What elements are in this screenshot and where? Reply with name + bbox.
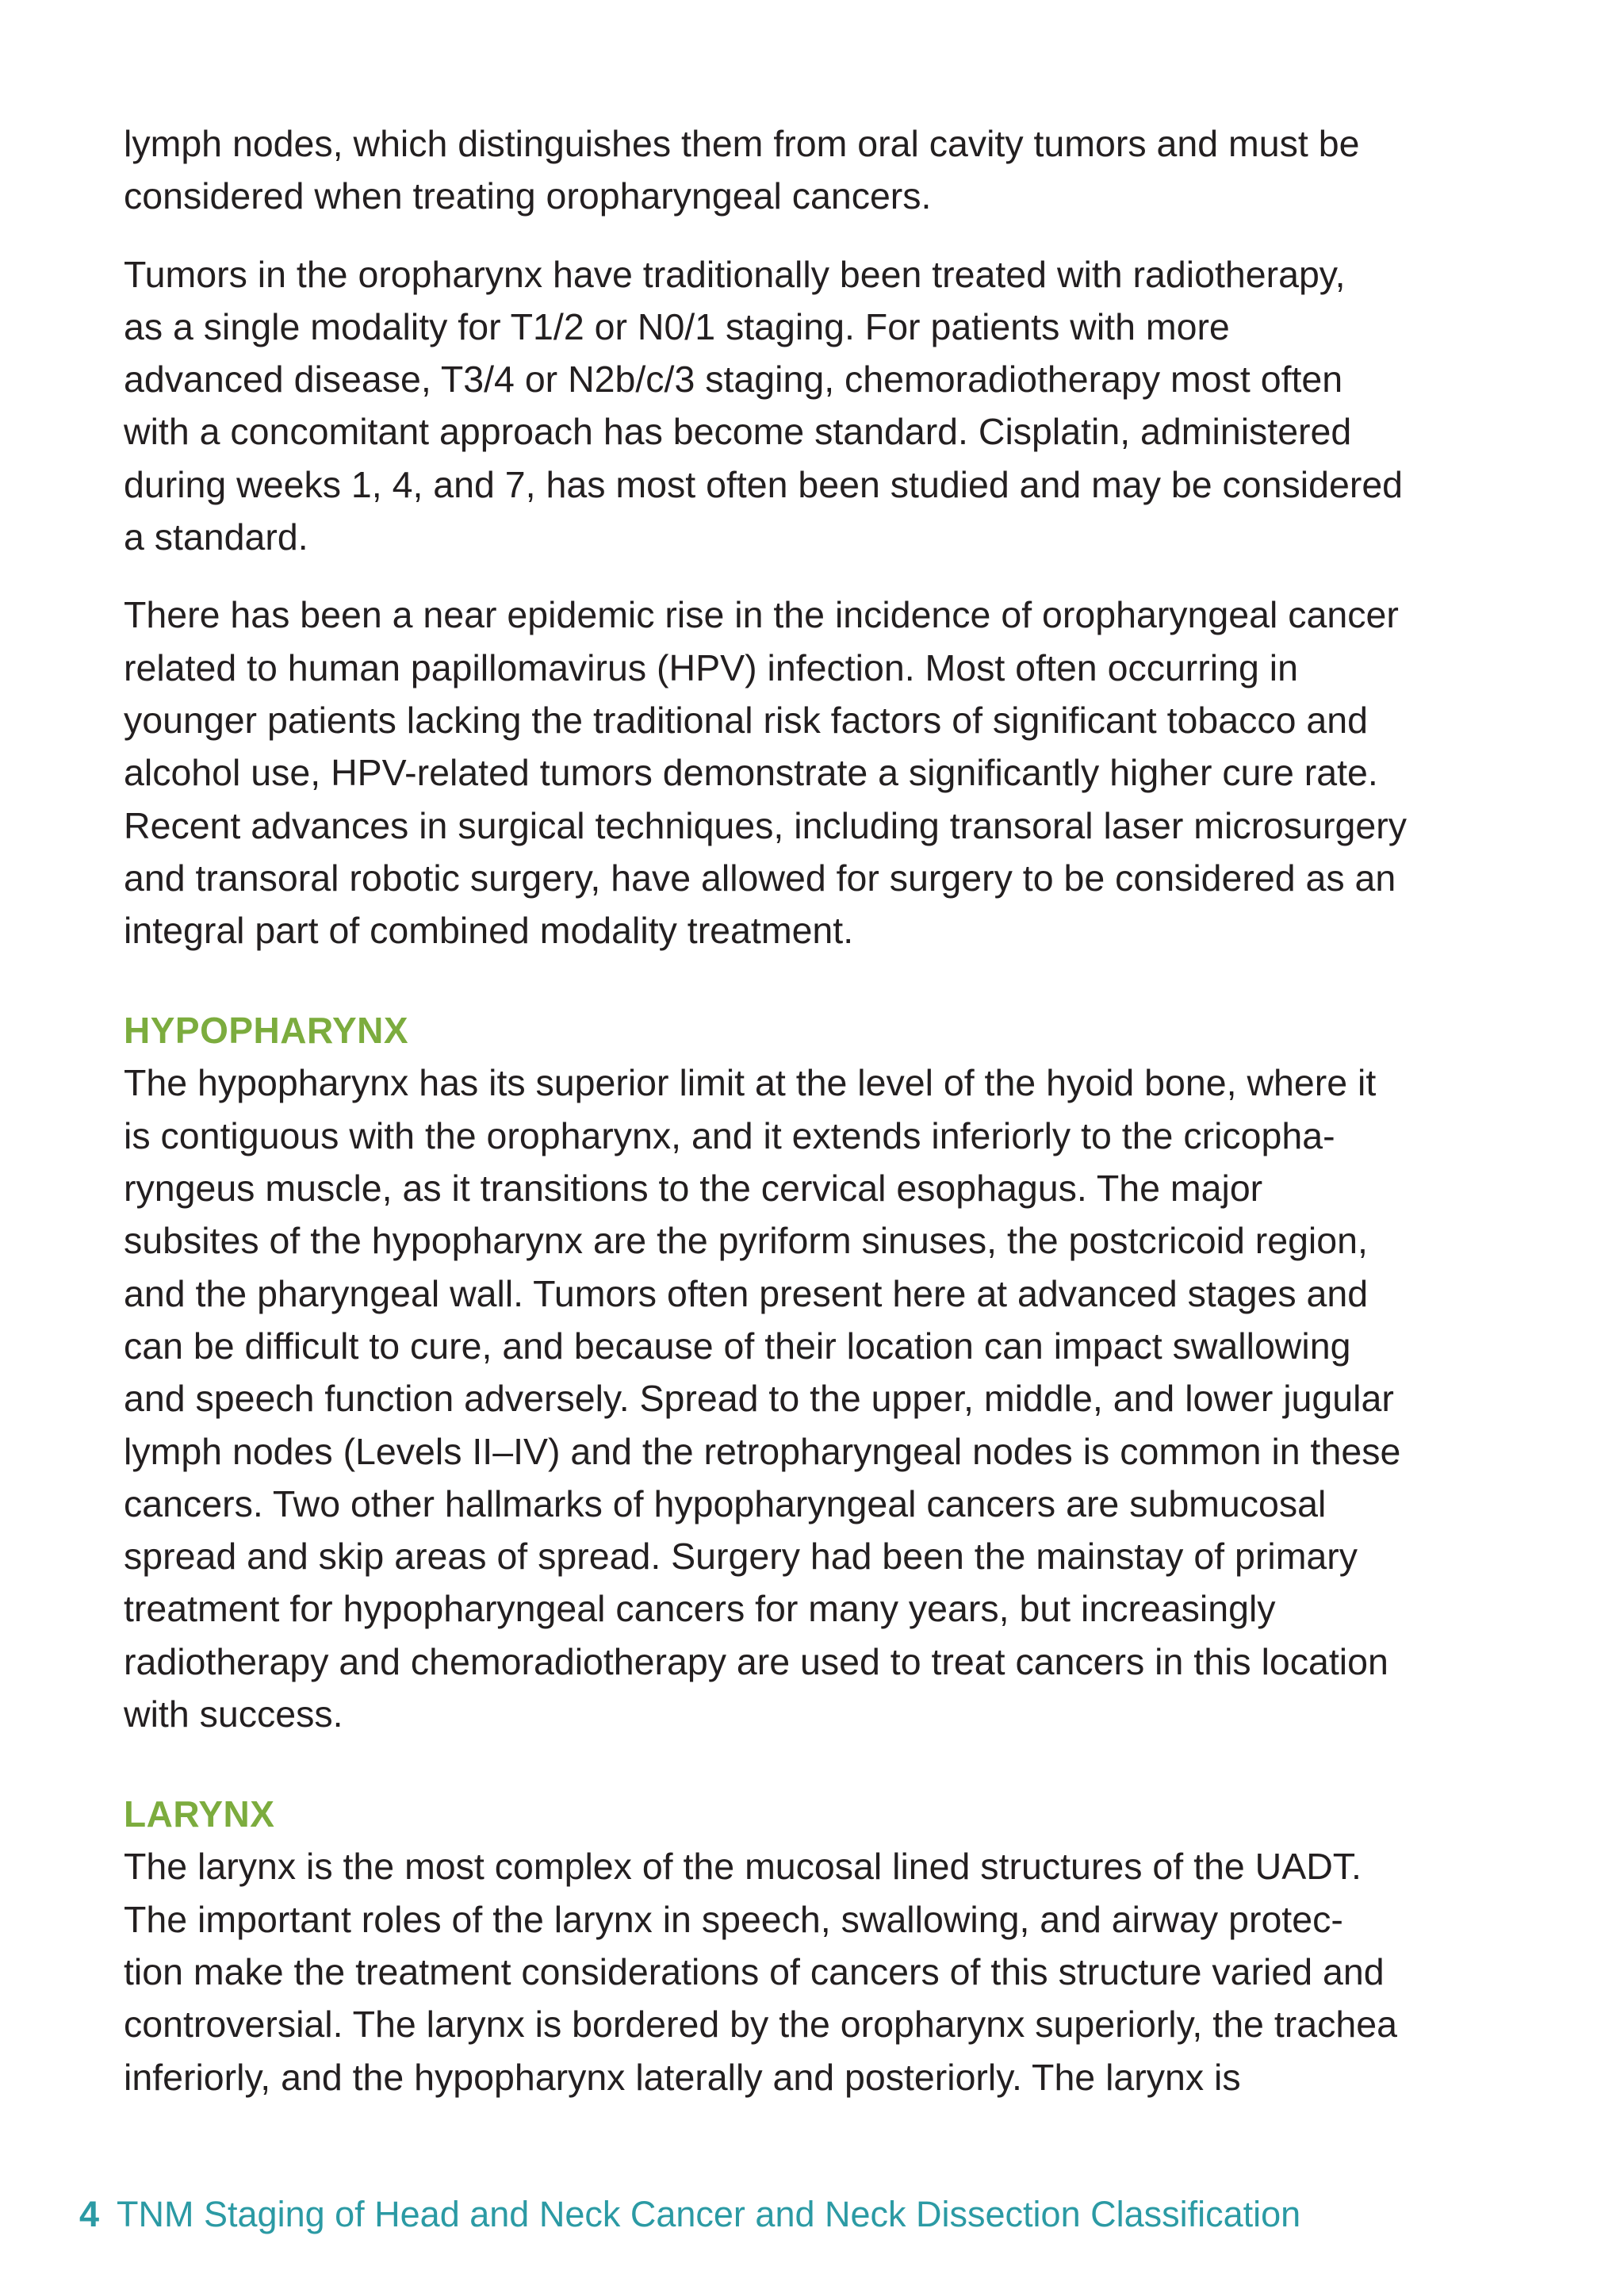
paragraph-larynx: The larynx is the most complex of the mucosal lined structures of the UADT. The important roles of the larynx in speech, swallowing, and airway protec- tion make the treatment considerations of cancers of this structure varied and controversial. The larynx is bordered by the oropharynx superiorly, the trachea inferiorly, and the hypopharynx laterally and posteriorly. The larynx is <box>124 1846 1397 2098</box>
paragraph-oral-cavity-note: lymph nodes, which distinguishes them from oral cavity tumors and must be considered when treating oropharyngeal cancers. <box>124 123 1360 217</box>
page-number: 4 <box>79 2194 100 2234</box>
page-content <box>124 117 1543 2103</box>
section-heading-larynx: LARYNX <box>124 1793 275 1835</box>
section-heading-hypopharynx: HYPOPHARYNX <box>124 1010 409 1052</box>
running-title: TNM Staging of Head and Neck Cancer and Neck Dissection Classification <box>117 2194 1301 2234</box>
paragraph-oropharynx-treatment: Tumors in the oropharynx have traditionally been treated with radiotherapy, as a single modality for T1/2 or N0/1 staging. For patients with more advanced disease, T3/4 or N2b/c/3 staging, chemoradiotherapy most often with a concomitant approach has become standard. Cisplatin, administered during weeks 1, 4, and 7, has most often been studied and may be considered a standard. <box>124 253 1404 558</box>
paragraph-hpv: There has been a near epidemic rise in the incidence of oropharyngeal cancer related to human papillomavirus (HPV) infection. Most often occurring in younger patients lacking the traditional risk factors of significant tobacco and alcohol use, HPV-related tumors demonstrate a significantly higher cure rate. Recent advances in surgical techniques, including transoral laser microsurgery and transoral robotic surgery, have allowed for surgery to be considered as an integral part of combined modality treatment. <box>124 594 1407 952</box>
page-footer <box>79 2191 1300 2238</box>
paragraph-hypopharynx: The hypopharynx has its superior limit at the level of the hyoid bone, where it is contiguous with the oropharynx, and it extends inferiorly to the cricopha- ryngeus muscle, as it transitions to the cervical esophagus. The major subsites of the hypopharynx are the pyriform sinuses, the postcricoid region, and the pharyngeal wall. Tumors often present here at advanced stages and can be difficult to cure, and because of their location can impact swallowing and speech function adversely. Spread to the upper, middle, and lower jugular lymph nodes (Levels II–IV) and the retropharyngeal nodes is common in these cancers. Two other hallmarks of hypopharyngeal cancers are submucosal spread and skip areas of spread. Surgery had been the mainstay of primary treatment for hypopharyngeal cancers for many years, but increasingly radiotherapy and chemoradiotherapy are used to treat cancers in this location with success. <box>124 1062 1401 1735</box>
